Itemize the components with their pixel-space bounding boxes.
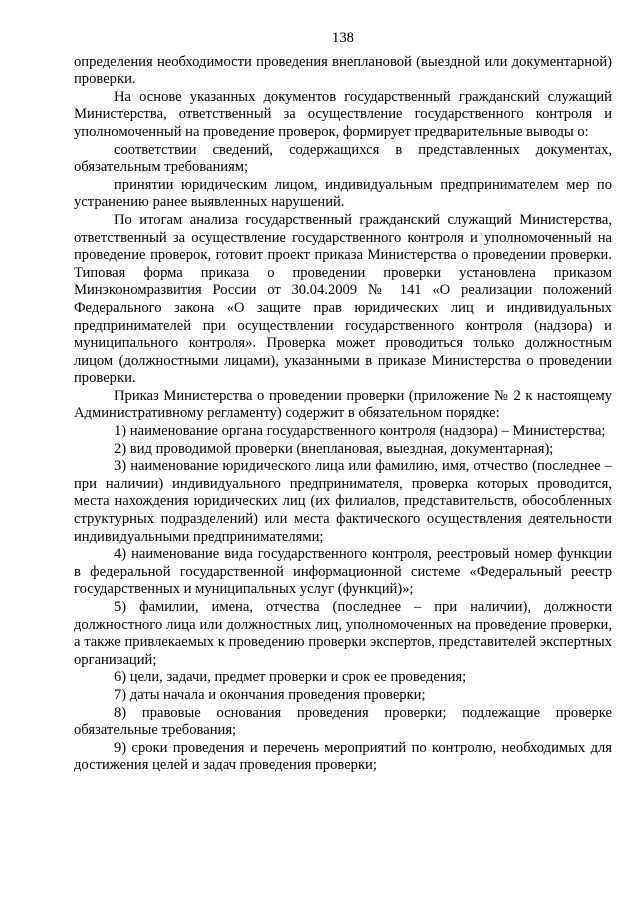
paragraph: По итогам анализа государственный гражданский служащий Министерства, ответственный за осуществление государственного контроля и уполномоченный на проведение проверок, готовит проект приказа Министерства о проведении проверки. Типовая форма приказа о проведении проверки установлена приказом Минэкономразвития России от 30.04.2009 № 141 «О реализации положений Федерального закона «О защите прав юридических лиц и индивидуальных предпринимателей при осуществлении государственного контроля (надзора) и муниципального контроля». Проверка может проводиться только должностным лицом (должностными лицами), указанными в приказе Министерства о проведении проверки. [74, 211, 612, 387]
paragraph: 2) вид проводимой проверки (внеплановая, выездная, документарная); [114, 440, 554, 457]
paragraph: 6) цели, задачи, предмет проверки и срок ее проведения; [114, 669, 467, 686]
paragraph: 5) фамилии, имена, отчества (последнее – при наличии), должности должностного лица или должностных лиц, уполномоченных на проведение проверки, а также привлекаемых к проведению проверки экспертов, представителей экспертных организаций; [74, 599, 612, 668]
paragraph: 1) наименование органа государственного контроля (надзора) – Министерства; [114, 423, 606, 440]
paragraph: 8) правовые основания проведения проверки; подлежащие проверке обязательные требования; [74, 704, 612, 739]
paragraph: 7) даты начала и окончания проведения проверки; [114, 686, 426, 703]
paragraph: 4) наименование вида государственного контроля, реестровый номер функции в федеральной государственной информационной системе «Федеральный реестр государственных и муниципальных услуг (функций)»; [74, 546, 612, 598]
paragraph: принятии юридическим лицом, индивидуальным предпринимателем мер по устранению ранее выявленных нарушений. [74, 176, 612, 211]
paragraph: 9) сроки проведения и перечень мероприятий по контролю, необходимых для достижения целей и задач проведения проверки; [74, 739, 612, 774]
page-number: 138 [332, 30, 354, 46]
paragraph-list [74, 54, 612, 775]
paragraph: определения необходимости проведения внеплановой (выездной или документарной) проверки. [74, 53, 612, 88]
paragraph: На основе указанных документов государственный гражданский служащий Министерства, ответственный за осуществление государственного контроля и уполномоченный на проведение проверок, формирует предварительные выводы о: [74, 88, 612, 140]
paragraph: 3) наименование юридического лица или фамилию, имя, отчество (последнее – при наличии) индивидуального предпринимателя, проверка которых проводится, места нахождения юридических лиц (их филиалов, представительств, обособленных структурных подразделений) или места фактического осуществления деятельности индивидуальными предпринимателями; [74, 458, 612, 545]
paragraph: Приказ Министерства о проведении проверки (приложение № 2 к настоящему Административному регламенту) содержит в обязательном порядке: [74, 387, 612, 422]
paragraph: соответствии сведений, содержащихся в представленных документах, обязательным требованиям; [74, 141, 612, 176]
document-page [74, 30, 612, 775]
